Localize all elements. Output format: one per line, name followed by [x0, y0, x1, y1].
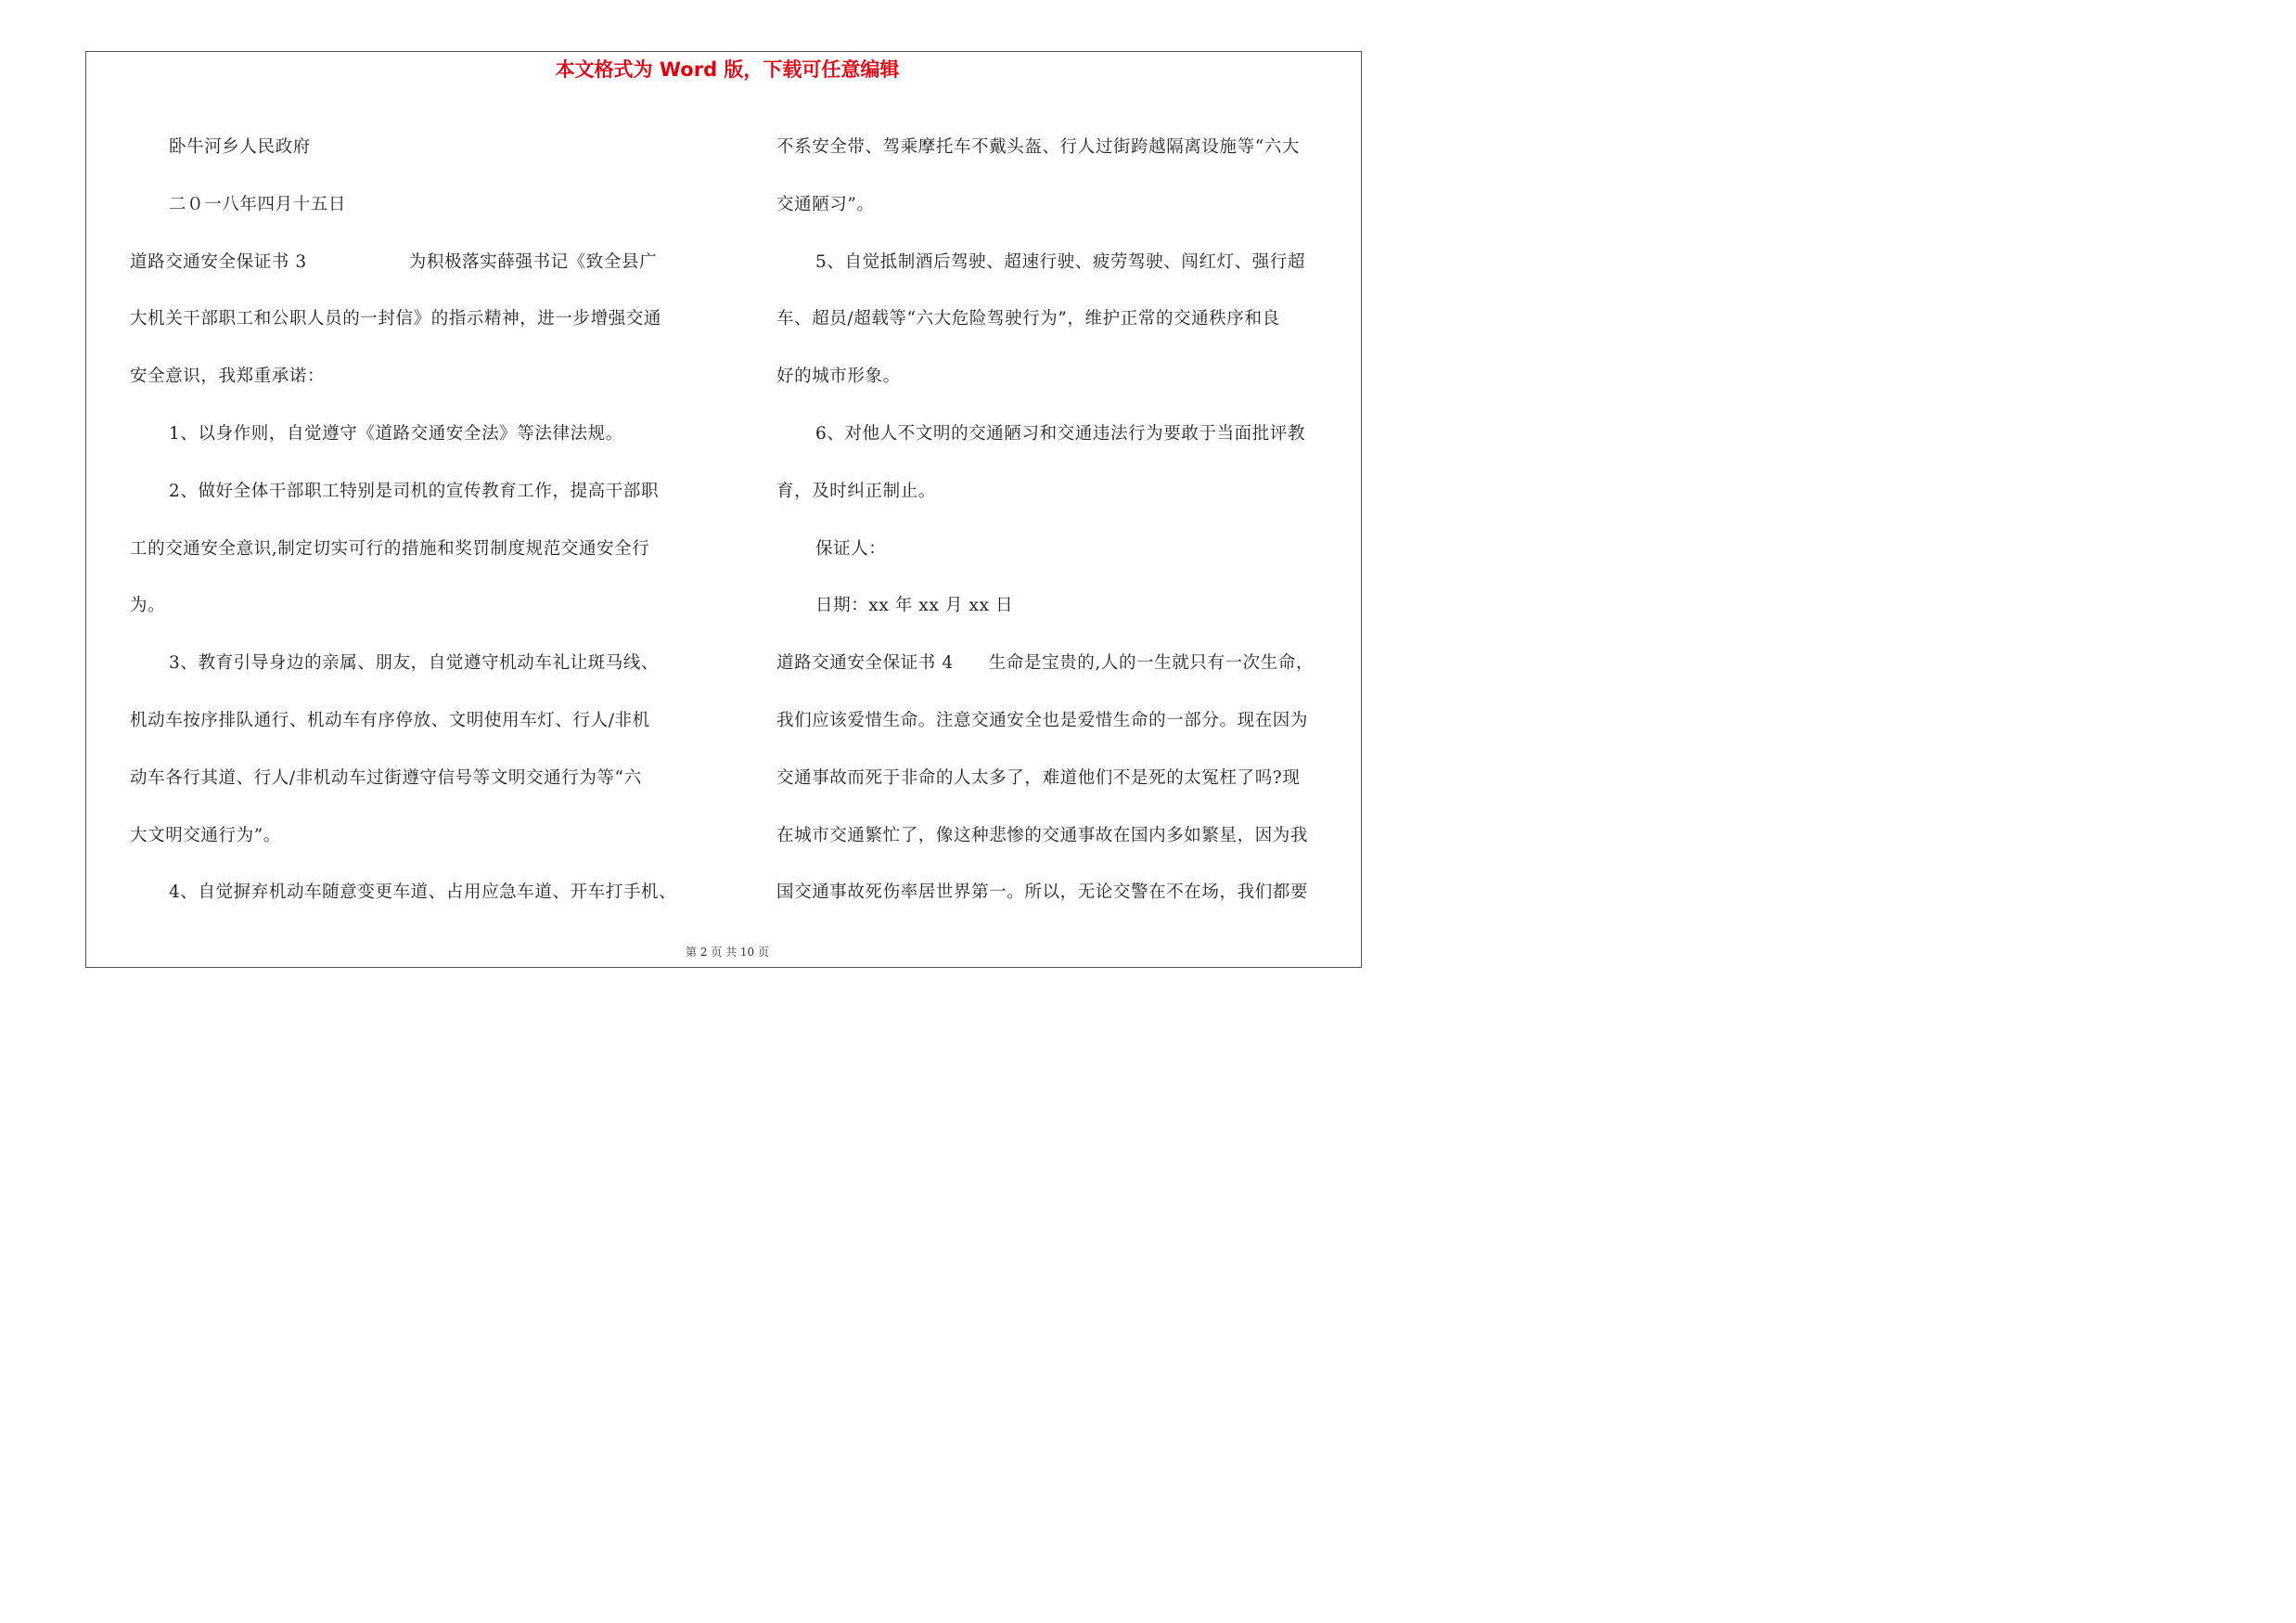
text-line	[130, 234, 714, 291]
text-line: 1、以身作则，自觉遵守《道路交通安全法》等法律法规。	[169, 423, 623, 444]
text-line: 我们应该爱惜生命。注意交通安全也是爱惜生命的一部分。现在因为	[776, 710, 1309, 730]
text-line: 好的城市形象。	[776, 367, 901, 387]
text-line: 为。	[130, 596, 166, 616]
text-line: 动车各行其道、行人/非机动车过街遵守信号等文明交通行为等“六	[130, 767, 642, 788]
date-line: 日期：xx 年 xx 月 xx 日	[815, 596, 1014, 616]
text-line: 大机关干部职工和公职人员的一封信》的指示精神，进一步增强交通	[130, 309, 662, 329]
text-line: 不系安全带、驾乘摩托车不戴头盔、行人过街跨越隔离设施等“六大	[776, 137, 1300, 157]
guarantor-label: 保证人：	[815, 538, 887, 559]
format-banner: 本文格式为 Word 版，下载可任意编辑	[555, 58, 900, 81]
text-line	[776, 635, 1359, 692]
text-line: 6、对他人不文明的交通陋习和交通违法行为要敢于当面批评教	[815, 423, 1306, 444]
text-span: 生命是宝贵的,人的一生就只有一次生命，	[988, 653, 1315, 674]
page-number-footer: 第 2 页 共 10 页	[686, 946, 769, 959]
text-line: 育，及时纠正制止。	[776, 481, 936, 501]
left-column	[130, 119, 714, 921]
text-line: 国交通事故死伤率居世界第一。所以，无论交警在不在场，我们都要	[776, 882, 1309, 903]
text-line: 3、教育引导身边的亲属、朋友，自觉遵守机动车礼让斑马线、	[169, 653, 660, 674]
text-line: 工的交通安全意识,制定切实可行的措施和奖罚制度规范交通安全行	[130, 538, 650, 559]
right-column	[776, 119, 1359, 921]
text-line: 交通事故而死于非命的人太多了，难道他们不是死的太冤枉了吗?现	[776, 767, 1301, 788]
text-line: 交通陋习”。	[776, 194, 875, 214]
text-line: 大文明交通行为”。	[130, 825, 281, 845]
text-line: 2、做好全体干部职工特别是司机的宣传教育工作，提高干部职	[169, 481, 660, 501]
text-line: 卧牛河乡人民政府	[169, 137, 311, 157]
text-span: 为积极落实薛强书记《致全县广	[408, 251, 658, 272]
text-line: 车、超员/超载等“六大危险驾驶行为”，维护正常的交通秩序和良	[776, 309, 1280, 329]
text-line: 5、自觉抵制酒后驾驶、超速行驶、疲劳驾驶、闯红灯、强行超	[815, 251, 1306, 272]
text-line: 4、自觉摒弃机动车随意变更车道、占用应急车道、开车打手机、	[169, 882, 677, 903]
text-line: 二０一八年四月十五日	[169, 194, 347, 214]
text-line: 安全意识，我郑重承诺：	[130, 367, 326, 387]
text-line: 机动车按序排队通行、机动车有序停放、文明使用车灯、行人/非机	[130, 710, 650, 730]
text-line: 在城市交通繁忙了，像这种悲惨的交通事故在国内多如繁星，因为我	[776, 825, 1309, 845]
section-heading-cert-3: 道路交通安全保证书 3	[130, 251, 307, 272]
section-heading-cert-4: 道路交通安全保证书 4	[776, 653, 954, 674]
